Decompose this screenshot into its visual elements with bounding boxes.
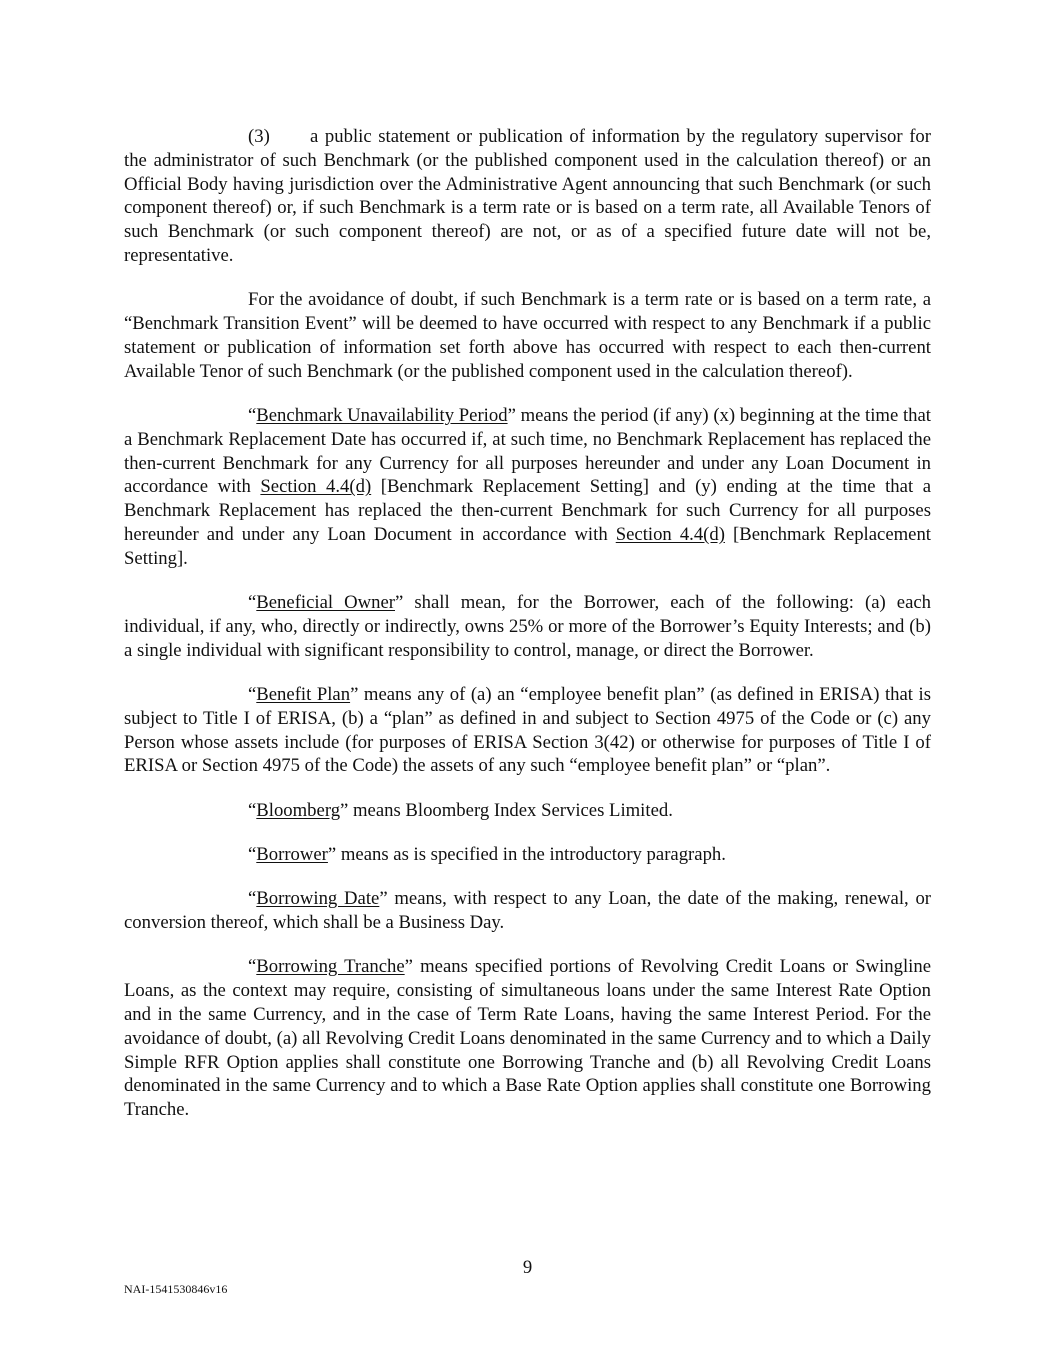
open-quote: “: [248, 404, 257, 426]
defined-term: Borrowing Tranche: [256, 956, 405, 978]
definition-benchmark-unavailability-period: [124, 404, 931, 571]
document-body: [124, 125, 931, 1142]
definition-text: ” means as is specified in the introductory paragraph.: [327, 843, 726, 865]
paragraph-text: For the avoidance of doubt, if such Benchmark is a term rate or is based on a term rate, a “Benchmark Transition Event” will be deemed to have occurred with respect to any Benchmark if a public statement or publication of information set forth above has occurred with respect to each then-current Available Tenor of such Benchmark (or the published component used in the calculation thereof).: [124, 289, 931, 382]
open-quote: “: [248, 683, 257, 705]
definition-text: ” means specified portions of Revolving Credit Loans or Swingline Loans, as the context may require, consisting of simultaneous loans under the same Interest Rate Option and in the same Currency, and in the case of Term Rate Loans, having the same Interest Period. For the avoidance of doubt, (a) all Revolving Credit Loans denominated in the same Currency and to which a Daily Simple RFR Option applies shall constitute one Borrowing Tranche and (b) all Revolving Credit Loans denominated in the same Currency and to which a Base Rate Option applies shall constitute one Borrowing Tranche.: [124, 956, 932, 1121]
open-quote: “: [248, 592, 257, 614]
definition-benefit-plan: [124, 683, 931, 778]
open-quote: “: [248, 888, 257, 910]
definition-borrowing-tranche: [124, 955, 931, 1122]
section-reference-link: Section 4.4(d): [615, 523, 725, 545]
defined-term: Bloomberg: [256, 799, 341, 821]
definition-beneficial-owner: [124, 591, 931, 662]
document-id: NAI-1541530846v16: [124, 1282, 228, 1296]
definition-text: [Benchmark Replacement Setting].: [124, 523, 931, 569]
definition-text: [Benchmark Replacement Setting] and (y) ending at the time that a Benchmark Replacement has replaced the then-current Benchmark for such Currency for all purposes hereunder and under any Loan Document in accordance with: [124, 476, 932, 545]
definition-borrowing-date: [124, 887, 931, 935]
definition-text: ” means the period (if any) (x) beginning at the time that a Benchmark Replacement Date has occurred if, at such time, no Benchmark Replacement has replaced the then-current Benchmark for any Currency for all purposes hereunder and under any Loan Document in accordance with: [124, 404, 931, 498]
definition-borrower: [124, 843, 931, 867]
page-number: 9: [522, 1257, 533, 1278]
defined-term: Benefit Plan: [256, 683, 351, 705]
definition-text: ” shall mean, for the Borrower, each of the following: (a) each individual, if any, who, directly or indirectly, owns 25% or more of the Borrower’s Equity Interests; and (b) a single individual with significant responsibility to control, manage, or direct the Borrower.: [124, 592, 931, 661]
open-quote: “: [248, 843, 257, 865]
section-reference-link: Section 4.4(d): [260, 476, 372, 498]
paragraph-benchmark-transition-clause-3: [124, 125, 931, 268]
clause-number: (3): [248, 126, 270, 147]
defined-term: Benchmark Unavailability Period: [256, 404, 508, 426]
paragraph-text: a public statement or publication of information by the regulatory supervisor for the administrator of such Benchmark (or the published component used in the calculation thereof) or an Official Body having jurisdiction over the Administrative Agent announcing that such Benchmark (or such component thereof) or, if such Benchmark is a term rate or is based on a term rate, all Available Tenors of such Benchmark (or such component thereof) are not, or as of a specified future date will not be, representative.: [124, 126, 931, 266]
defined-term: Borrowing Date: [256, 888, 380, 910]
open-quote: “: [248, 956, 257, 978]
defined-term: Borrower: [256, 843, 328, 865]
defined-term: Beneficial Owner: [256, 592, 395, 614]
paragraph-avoidance-of-doubt: [124, 288, 931, 383]
definition-bloomberg: [124, 799, 931, 823]
definition-text: ” means any of (a) an “employee benefit plan” (as defined in ERISA) that is subject to Title I of ERISA, (b) a “plan” as defined in and subject to Section 4975 of the Code or (c) any Person whose assets include (for purposes of ERISA Section 3(42) or otherwise for purposes of Title I of ERISA or Section 4975 of the Code) the assets of any such “employee benefit plan” or “plan”.: [124, 683, 932, 777]
definition-text: ” means, with respect to any Loan, the date of the making, renewal, or conversion thereof, which shall be a Business Day.: [124, 888, 932, 934]
definition-text: ” means Bloomberg Index Services Limited.: [340, 799, 673, 821]
open-quote: “: [248, 799, 257, 821]
